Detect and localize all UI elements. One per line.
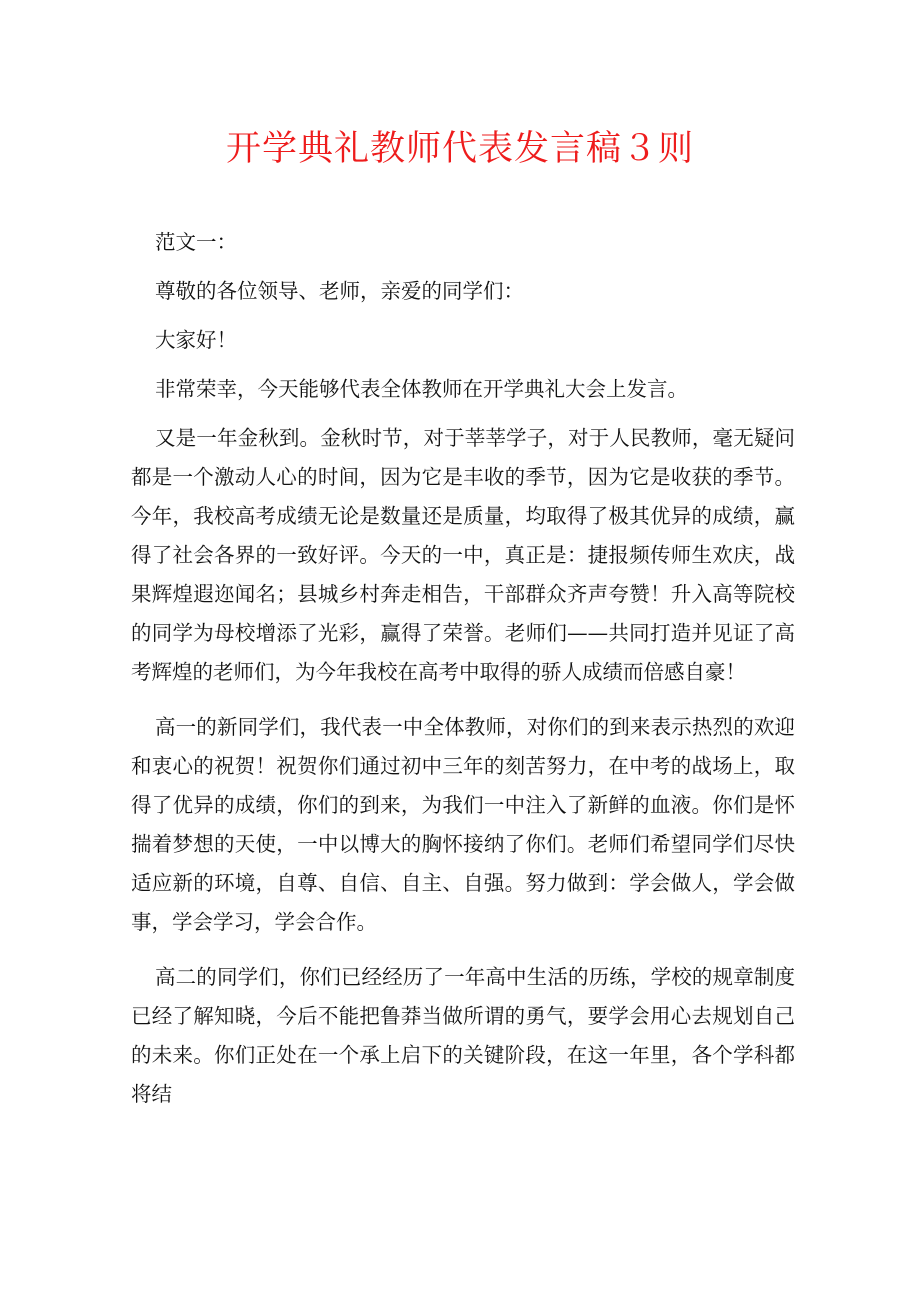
paragraph-body: 高一的新同学们，我代表一中全体教师，对你们的到来表示热烈的欢迎和衷心的祝贺！祝贺你们通过初中三年的刻苦努力，在中考的战场上，取得了优异的成绩，你们的到来，为我们一中注入了新鲜的血液。你们是怀揣着梦想的天使，一中以博大的胸怀接纳了你们。老师们希望同学们尽快适应新的环境，自尊、自信、自主、自强。努力做到：学会做人，学会做事，学会学习，学会合作。: [131, 715, 795, 934]
paragraph-body: 又是一年金秋到。金秋时节，对于莘莘学子，对于人民教师，毫无疑问都是一个激动人心的时间，因为它是丰收的季节，因为它是收获的季节。今年，我校高考成绩无论是数量还是质量，均取得了极其优异的成绩，赢得了社会各界的一致好评。今天的一中，真正是：捷报频传师生欢庆，战果辉煌遐迩闻名；县城乡村奔走相告，干部群众齐声夸赞！升入高等院校的同学为母校增添了光彩，赢得了荣誉。老师们——共同打造并见证了高考辉煌的老师们，为今年我校在高考中取得的骄人成绩而倍感自豪！: [131, 426, 795, 684]
paragraph-heading: 范文一：: [155, 230, 237, 254]
document-body: [131, 223, 795, 1130]
document-title: 开学典礼教师代表发言稿３则: [225, 129, 694, 169]
paragraph-greeting: 大家好！: [155, 328, 237, 352]
paragraph-intro: 非常荣幸，今天能够代表全体教师在开学典礼大会上发言。: [155, 377, 688, 401]
paragraph-salutation: 尊敬的各位领导、老师，亲爱的同学们：: [155, 279, 524, 303]
paragraph-body: 高二的同学们，你们已经经历了一年高中生活的历练，学校的规章制度已经了解知晓，今后不能把鲁莽当做所谓的勇气，要学会用心去规划自己的未来。你们正处在一个承上启下的关键阶段，在这一年里，各个学科都将结: [131, 965, 795, 1106]
